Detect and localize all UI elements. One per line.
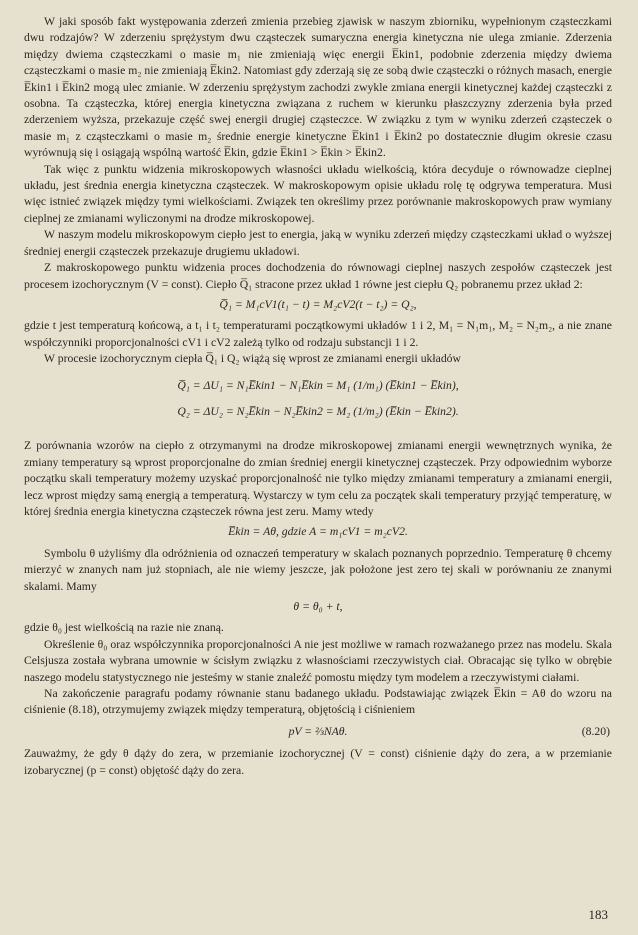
equation-heat-balance: Q̅₁ = M₁cV1(t₁ − t) = M₂cV2(t − t₂) = Q₂, (219, 297, 417, 311)
paragraph-determination: Określenie θ₀ oraz współczynnika proporcjonalności A nie jest możliwe w ramach rozważanego przez nas modelu. Skala Celsjusza została wybrana umownie w ścisłym związku z własnościami rzeczywistych ciał. Obracając się tylko w obrębie naszego modelu statystycznego nie jesteśmy w stanie znaleźć pomostu między tym modelem a rzeczywistymi ciałami. (24, 637, 612, 684)
paragraph-temperature-role: Tak więc z punktu widzenia mikroskopowych własności układu wielkością, która decyduje o równowadze cieplnej układu, jest średnia energia kinetyczna cząsteczek. W makroskopowym opisie układu rolę tę odgrywa temperatura. Musi więc istnieć związek między tymi wielkościami. Związek ten określimy przez porównanie makroskopowych praw wymiany cieplnej ze zmianami wyliczonymi na drodze mikroskopowej. (24, 162, 612, 225)
equation-delta-u1: Q̅₁ = ΔU₁ = N₁E̅kin1 − N₁E̅kin = M₁ (1/m₁) (E̅kin1 − E̅kin), (177, 378, 459, 392)
paragraph-macroscopic: Z makroskopowego punktu widzenia proces dochodzenia do równowagi cieplnej naszych zespołów cząsteczek jest procesem izochorycznym (V = const). Ciepło Q̅₁ stracone przez układ 1 równe jest ciepłu Q₂ pobranemu przez układ 2: (24, 261, 612, 291)
equation-number: (8.20) (581, 724, 610, 738)
equation-ekin-theta: E̅kin = Aθ, gdzie A = m₁cV1 = m₂cV2. (228, 525, 408, 539)
paragraph-final-remark: Zauważmy, że gdy θ dąży do zera, w przemianie izochorycznej (V = const) ciśnienie dąży do zera, a w przemianie izobarycznej (p = const) objętość dąży do zera. (24, 747, 612, 777)
equation-state: pV = ⅔NAθ. (288, 724, 348, 738)
equation-theta-offset: θ = θ₀ + t, (293, 600, 343, 613)
paragraph-collisions: W jaki sposób fakt występowania zderzeń zmienia przebieg zjawisk w naszym zbiorniku, wypełnionym cząsteczkami dwu rodzajów? W zderzeniu sprężystym dwu cząsteczek sumaryczna energia kinetyczna nie ulega zmianie. Zderzenia między dwiema cząsteczkami o masie m₁ nie zmieniają więc energii E̅kin1, podobnie zderzenia między dwiema cząsteczkami o masie m₂ nie zmieniają E̅kin2. Natomiast gdy zderzają się ze sobą dwie cząsteczki o różnych masach, energie E̅kin1 i E̅kin2 mogą ulec zmianie. W zderzeniu sprężystym zachodzi zwykle zmiana energii kinetycznej każdej cząsteczki z osobna. Ta cząsteczka, której energia kinetyczna związana z ruchem w kierunku płaszczyzny zderzenia była przed zderzeniem wyższa, przekazuje część swej energii drugiej cząsteczce. W związku z tym w wyniku zderzeń cząsteczek o masie m₁ z cząsteczkami o masie m₂ średnie energie kinetyczne E̅kin1 i E̅kin2 po dostatecznie długim okresie czasu wyrównują się i osiągają wspólną wartość E̅kin, gdzie E̅kin1 > E̅kin > E̅kin2. (24, 15, 612, 160)
equation-state-row (24, 724, 612, 740)
paragraph-theta-symbol: Symbolu θ użyliśmy dla odróżnienia od oznaczeń temperatury w skalach poznanych poprzednio. Temperaturę θ chcemy mierzyć w znanych nam już stopniach, ale nie wiemy jeszcze, jak położone jest zero tej skali w porównaniu ze znanymi skalami. Mamy (24, 546, 612, 593)
paragraph-conclusion: Na zakończenie paragrafu podamy równanie stanu badanego układu. Podstawiając związek E̅kin = Aθ do wzoru na ciśnienie (8.18), otrzymujemy związek między temperaturą, objętością i ciśnieniem (24, 687, 612, 717)
paragraph-theta0: gdzie θ₀ jest wielkością na razie nie znaną. (24, 621, 224, 635)
equation-delta-u2: Q₂ = ΔU₂ = N₂E̅kin − N₂E̅kin2 = M₂ (1/m₂) (E̅kin − E̅kin2). (177, 404, 459, 418)
paragraph-comparison: Z porównania wzorów na ciepło z otrzymanymi na drodze mikroskopowej zmianami energii wewnętrznych wynika, że zmiany temperatury są wprost proporcjonalne do zmian średniej energii kinetycznej cząsteczek. Przy odpowiednim wyborze początku skali temperatury możemy uzyskać proporcjonalność nie tylko między zmianami temperatury a zmianami energii, lecz wprost między samą energią a temperaturą. Wystarczy w tym celu za początek skali temperatury przyjąć temperaturę, w której średnia energia kinetyczna cząsteczek równa jest zeru. Mamy wtedy (24, 439, 612, 518)
page-number: 183 (588, 906, 608, 922)
paragraph-izochoric: W procesie izochorycznym ciepła Q̅₁ i Q₂ wiążą się wprost ze zmianami energii układów (44, 352, 461, 366)
paragraph-final-temperature: gdzie t jest temperaturą końcową, a t₁ i t₂ temperaturami początkowymi układów 1 i 2, M₁ = N₁m₁, M₂ = N₂m₂, a nie znane współczynniki proporcjonalności cV1 i cV2 zależą tylko od rodzaju substancji 1 i 2. (24, 319, 612, 349)
paragraph-heat-definition: W naszym modelu mikroskopowym ciepło jest to energia, jaką w wyniku zderzeń między cząsteczkami układ o wyższej średniej energii cząsteczek przekazuje drugiemu układowi. (24, 228, 612, 258)
